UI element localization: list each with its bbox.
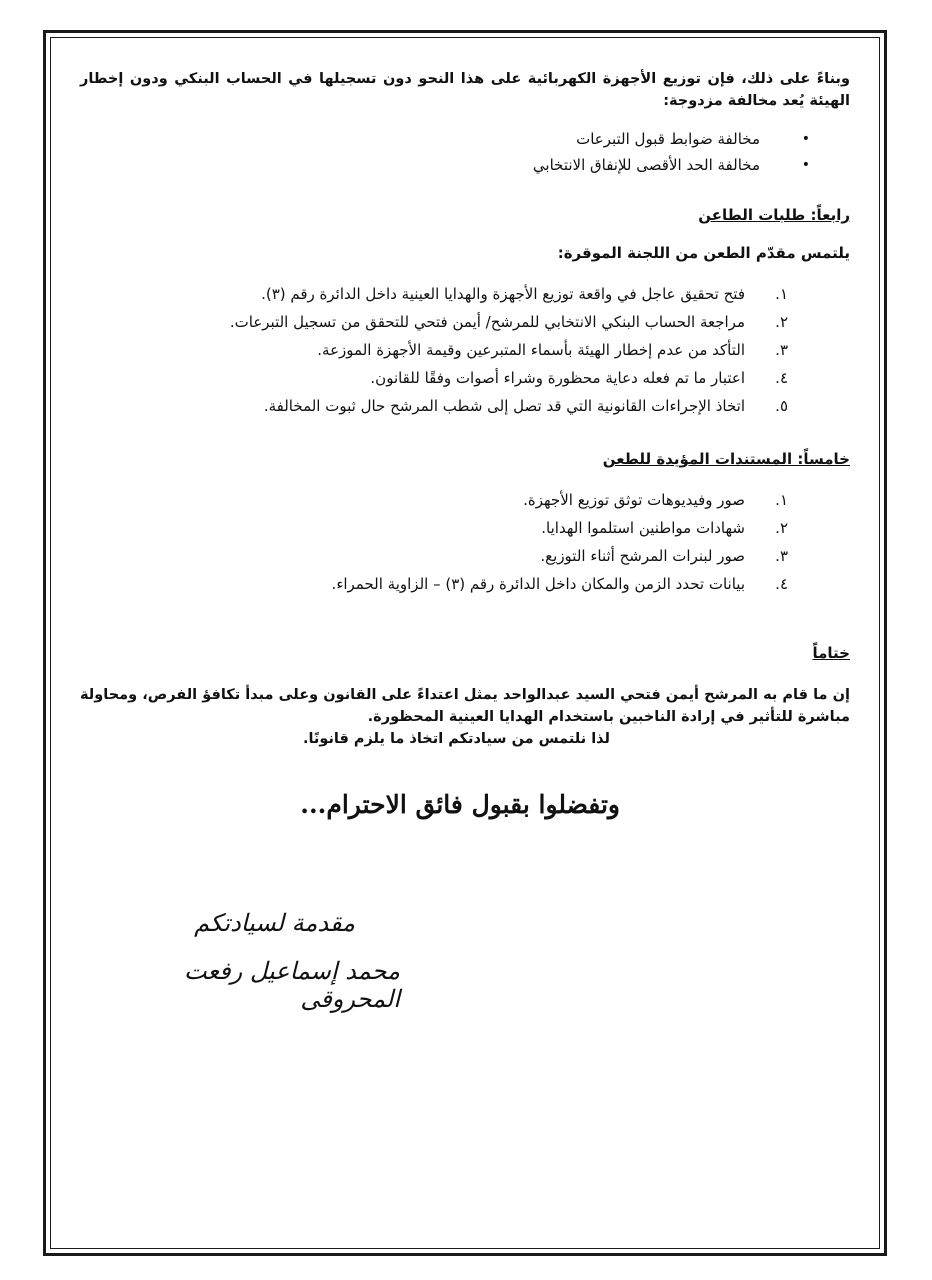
presented-by: مقدمة لسيادتكم [194, 909, 355, 937]
document-body [80, 68, 850, 1013]
item-text: فتح تحقيق عاجل في واقعة توزيع الأجهزة والهدايا العينية داخل الدائرة رقم (٣). [261, 285, 745, 303]
signature-name: محمد إسماعيل رفعت المحروقى [184, 957, 400, 1013]
violations-list [80, 126, 850, 178]
list-item [80, 126, 810, 152]
requests-intro: يلتمس مقدّم الطعن من اللجنة الموقرة: [557, 244, 850, 262]
item-number: ١. [775, 491, 788, 509]
item-text: مراجعة الحساب البنكي الانتخابي للمرشح/ أيمن فتحي للتحقق من تسجيل التبرعات. [229, 313, 745, 331]
list-item [80, 308, 850, 336]
item-text: بيانات تحدد الزمن والمكان داخل الدائرة رقم (٣) – الزاوية الحمراء. [331, 575, 745, 593]
item-text: شهادات مواطنين استلموا الهدايا. [541, 519, 745, 537]
list-item [80, 336, 850, 364]
list-item-text: مخالفة الحد الأقصى للإنفاق الانتخابي [532, 156, 760, 174]
item-number: ٤. [775, 369, 788, 387]
closing-paragraph: إن ما قام به المرشح أيمن فتحي السيد عبدالواحد يمثل اعتداءً على القانون وعلى مبدأ تكافؤ الفرص، ومحاولة مباشرة للتأثير في إرادة الناخبين باستخدام الهدايا العينية المحظورة. [80, 687, 850, 725]
item-text: التأكد من عدم إخطار الهيئة بأسماء المتبرعين وقيمة الأجهزة الموزعة. [317, 341, 745, 359]
regards-line: وتفضلوا بقبول فائق الاحترام... [300, 790, 620, 819]
bullet-icon: • [801, 157, 810, 173]
documents-list [80, 486, 850, 598]
item-text: صور لبنرات المرشح أثناء التوزيع. [540, 547, 745, 565]
item-number: ٥. [775, 397, 788, 415]
item-number: ١. [775, 285, 788, 303]
item-text: اعتبار ما تم فعله دعاية محظورة وشراء أصوات وفقًا للقانون. [370, 369, 745, 387]
item-number: ٢. [775, 313, 788, 331]
item-number: ٢. [775, 519, 788, 537]
list-item [80, 514, 850, 542]
item-text: اتخاذ الإجراءات القانونية التي قد تصل إلى شطب المرشح حال ثبوت المخالفة. [263, 397, 745, 415]
closing-request: لذا نلتمس من سيادتكم اتخاذ ما يلزم قانونًا. [302, 731, 610, 747]
requests-list [80, 280, 850, 420]
intro-paragraph: وبناءً على ذلك، فإن توزيع الأجهزة الكهربائية على هذا النحو دون تسجيلها في الحساب البنكي ودون إخطار الهيئة يُعد مخالفة مزدوجة: [80, 71, 850, 109]
list-item [80, 364, 850, 392]
item-number: ٣. [775, 547, 788, 565]
item-number: ٤. [775, 575, 788, 593]
bullet-icon: • [801, 131, 810, 147]
list-item [80, 152, 810, 178]
item-number: ٣. [775, 341, 788, 359]
list-item [80, 570, 850, 598]
list-item [80, 542, 850, 570]
list-item [80, 280, 850, 308]
section-heading-documents: خامساً: المستندات المؤيدة للطعن [602, 450, 850, 468]
item-text: صور وفيديوهات توثق توزيع الأجهزة. [523, 491, 745, 509]
list-item-text: مخالفة ضوابط قبول التبرعات [576, 130, 760, 148]
section-heading-requests: رابعاً: طلبات الطاعن [698, 206, 850, 224]
section-heading-closing: ختاماً [812, 644, 850, 662]
list-item [80, 392, 850, 420]
list-item [80, 486, 850, 514]
